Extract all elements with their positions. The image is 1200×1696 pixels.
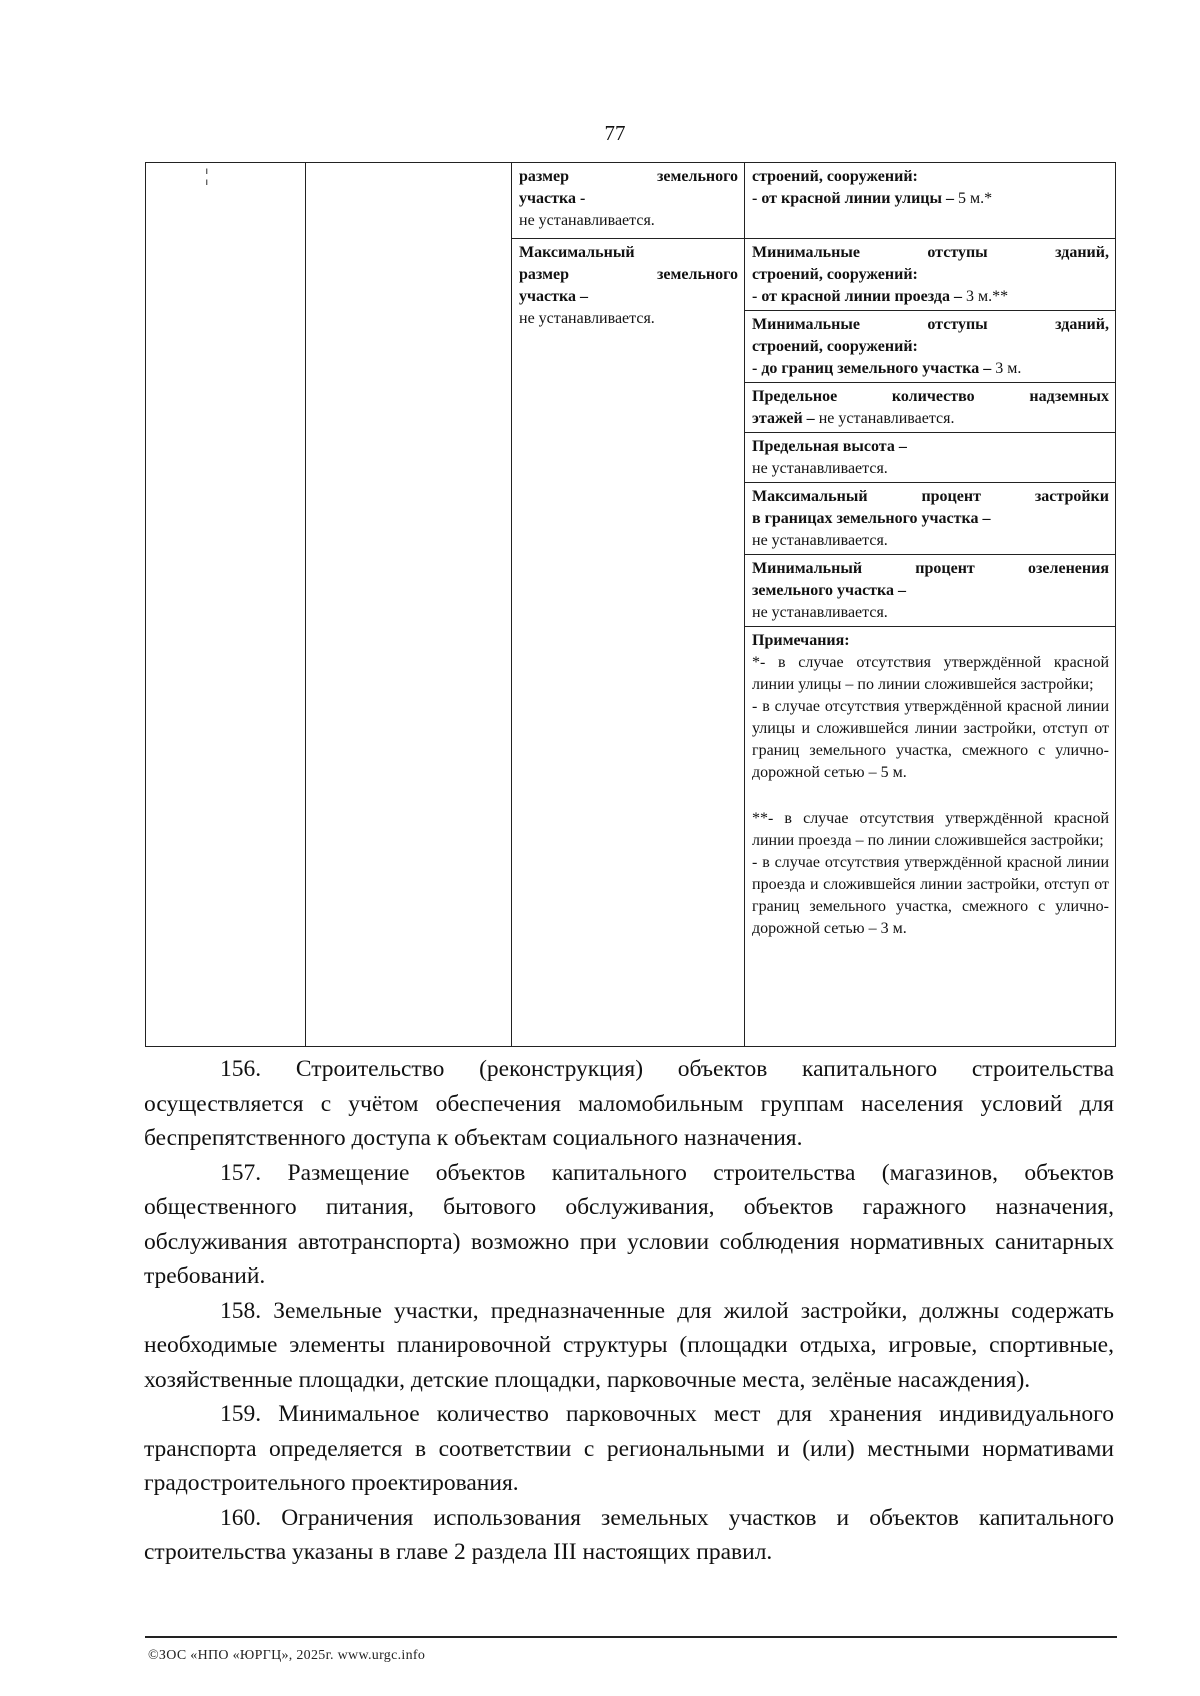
max-size-line1: Максимальный (519, 244, 635, 261)
setback-boundary-line1: Минимальные отступы зданий, (752, 316, 1109, 333)
note-2b: - в случае отсутствия утверждённой красной линии проезда и сложившейся линии застройки, отступ от границ земельного участка, смежного с улично-дорожной сетью – 3 м. (752, 854, 1109, 937)
table-cell-setback-driveway (745, 239, 1116, 311)
setback-street-line2: - от красной линии улицы – (752, 190, 958, 207)
floors-value: не устанавливается. (818, 410, 955, 427)
paragraph-156 (144, 1052, 1114, 1156)
paragraph-157 (144, 1156, 1114, 1294)
paragraph-156-text: 156. Строительство (реконструкция) объектов капитального строительства осуществляется с учётом обеспечения маломобильным группам населения условий для беспрепятственного доступа к объектам социального назначения. (144, 1056, 1114, 1151)
table-cell-size (512, 163, 745, 239)
floors-line2: этажей – (752, 410, 819, 427)
max-size-line3: участка – (519, 288, 588, 305)
table-cell-height (745, 433, 1116, 483)
footer-text: ©ЗОС «НПО «ЮРГЦ», 2025г. www.urgc.info (148, 1648, 426, 1663)
table-cell-zone (146, 163, 306, 1047)
green-percent-line1: Минимальный процент озеленения (752, 560, 1109, 577)
setback-driveway-line2: строений, сооружений: (752, 266, 918, 283)
height-line1: Предельная высота – (752, 438, 907, 455)
setback-boundary-value: 3 м. (995, 360, 1022, 377)
green-percent-value: не устанавливается. (752, 604, 888, 621)
green-percent-line2: земельного участка – (752, 582, 907, 599)
setback-boundary-line2: строений, сооружений: (752, 338, 918, 355)
setback-street-value: 5 м.* (958, 190, 993, 207)
max-size-line2: размер земельного (519, 266, 738, 283)
paragraph-159 (144, 1397, 1114, 1501)
table-cell-build-percent (745, 483, 1116, 555)
setback-street-line1: строений, сооружений: (752, 168, 918, 185)
note-1: *- в случае отсутствия утверждённой красной линии улицы – по линии сложившейся застройки; (752, 654, 1109, 693)
table-cell-notes (745, 627, 1116, 1047)
table-cell-use (306, 163, 512, 1047)
table-cell-max-size (512, 239, 745, 1047)
paragraph-158-text: 158. Земельные участки, предназначенные для жилой застройки, должны содержать необходимые элементы планировочной структуры (площадки отдыха, игровые, спортивные, хозяйственные площадки, детские площадки, парковочные места, зелёные насаждения). (144, 1297, 1114, 1393)
build-percent-value: не устанавливается. (752, 532, 888, 549)
setback-driveway-value: 3 м.** (965, 288, 1009, 305)
setback-driveway-line3: - от красной линии проезда – (752, 288, 966, 305)
page-number: 77 (604, 121, 626, 145)
footer-divider (145, 1636, 1117, 1638)
table-cell-green-percent (745, 555, 1116, 627)
floors-line1: Предельное количество надземных (752, 388, 1109, 405)
paragraph-158 (144, 1294, 1114, 1398)
margin-mark: ¦ (205, 165, 209, 185)
note-1b: - в случае отсутствия утверждённой красной линии улицы и сложившейся линии застройки, отступ от границ земельного участка, смежного с улично-дорожной сетью – 5 м. (752, 698, 1109, 781)
notes-title: Примечания: (752, 632, 850, 649)
paragraph-160 (144, 1501, 1114, 1570)
regulations-table (145, 162, 1116, 1047)
table-cell-floors (745, 383, 1116, 433)
size-line2: участка - (519, 190, 586, 207)
max-size-line4: не устанавливается. (519, 310, 655, 327)
note-2: **- в случае отсутствия утверждённой красной линии проезда – по линии сложившейся застройки; (752, 810, 1109, 849)
setback-driveway-line1: Минимальные отступы зданий, (752, 244, 1109, 261)
build-percent-line1: Максимальный процент застройки (752, 488, 1109, 505)
build-percent-line2: в границах земельного участка – (752, 510, 991, 527)
paragraph-159-text: 159. Минимальное количество парковочных мест для хранения индивидуального транспорта определяется в соответствии с региональными и (или) местными нормативами градостроительного проектирования. (144, 1401, 1114, 1496)
paragraph-157-text: 157. Размещение объектов капитального строительства (магазинов, объектов общественного питания, бытового обслуживания, объектов гаражного назначения, обслуживания автотранспорта) возможно при условии соблюдения нормативных санитарных требований. (144, 1159, 1114, 1289)
size-line1: размер земельного (519, 168, 738, 185)
size-line3: не устанавливается. (519, 212, 655, 229)
section-paragraphs (144, 1052, 1114, 1570)
paragraph-160-text: 160. Ограничения использования земельных участков и объектов капитального строительства указаны в главе 2 раздела III настоящих правил. (144, 1504, 1114, 1565)
height-value: не устанавливается. (752, 460, 888, 477)
table-cell-setback-boundary (745, 311, 1116, 383)
table-cell-setback-street (745, 163, 1116, 239)
setback-boundary-line3: - до границ земельного участка – (752, 360, 996, 377)
